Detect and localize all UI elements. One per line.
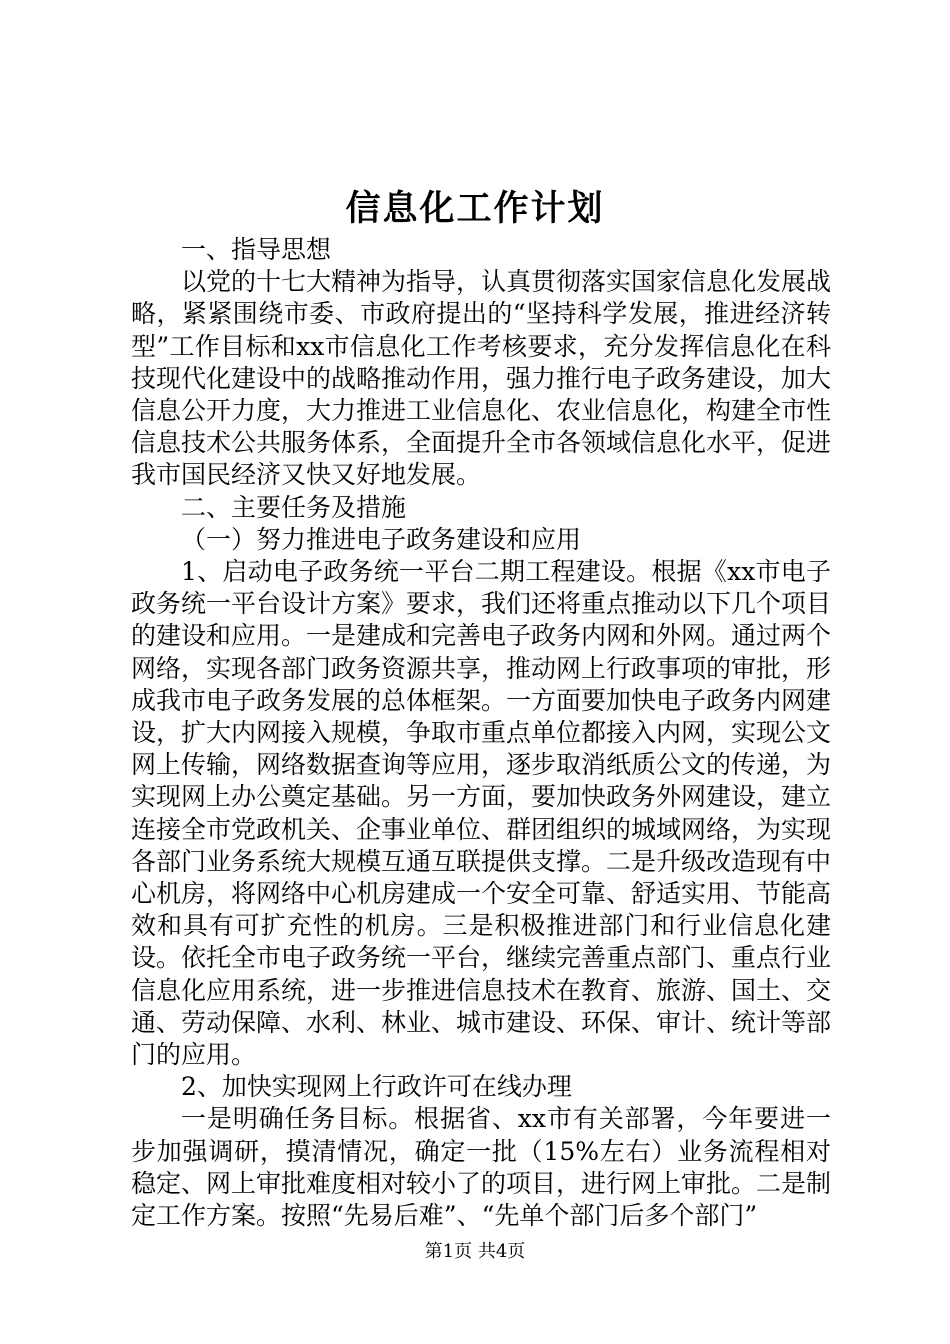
- paragraph-online-licensing: 一是明确任务目标。根据省、xx市有关部署，今年要进一步加强调研，摸清情况，确定一批（15%左右）业务流程相对稳定、网上审批难度相对较小了的项目，进行网上审批。二是制定工作方案。按照“先易后难”、“先单个部门后多个部门”: [131, 1104, 832, 1231]
- document-body: [131, 234, 831, 1232]
- subsection-heading-e-government: （一）努力推进电子政务建设和应用: [181, 524, 582, 554]
- section-heading-main-tasks: 二、主要任务及措施: [181, 492, 407, 522]
- document-title: 信息化工作计划: [345, 188, 605, 229]
- paragraph-platform-phase-two: 1、启动电子政务统一平台二期工程建设。根据《xx市电子政务统一平台设计方案》要求，我们还将重点推动以下几个项目的建设和应用。一是建成和完善电子政务内网和外网。通过两个网络，实现各部门政务资源共享，推动网上行政事项的审批，形成我市电子政务发展的总体框架。一方面要加快电子政务内网建设，扩大内网接入规模，争取市重点单位都接入内网，实现公文网上传输，网络数据查询等应用，逐步取消纸质公文的传递，为实现网上办公奠定基础。另一方面，要加快政务外网建设，建立连接全市党政机关、企事业单位、群团组织的城域网络，为实现各部门业务系统大规模互通互联提供支撑。二是升级改造现有中心机房，将网络中心机房建成一个安全可靠、舒适实用、节能高效和具有可扩充性的机房。三是积极推进部门和行业信息化建设。依托全市电子政务统一平台，继续完善重点部门、重点行业信息化应用系统，进一步推进信息技术在教育、旅游、国土、交通、劳动保障、水利、林业、城市建设、环保、审计、统计等部门的应用。: [131, 557, 832, 1070]
- section-heading-guiding-ideology: 一、指导思想: [181, 235, 332, 264]
- page-number-footer: 第1页 共4页: [424, 1241, 526, 1262]
- item-heading-online-licensing: 2、加快实现网上行政许可在线办理: [181, 1072, 572, 1102]
- paragraph-guiding-ideology: 以党的十七大精神为指导，认真贯彻落实国家信息化发展战略，紧紧围绕市委、市政府提出的“坚持科学发展，推进经济转型”工作目标和xx市信息化工作考核要求，充分发挥信息化在科技现代化建设中的战略推动作用，强力推行电子政务建设，加大信息公开力度，大力推进工业信息化、农业信息化，构建全市性信息技术公共服务体系，全面提升全市各领域信息化水平，促进我市国民经济又快又好地发展。: [131, 267, 832, 490]
